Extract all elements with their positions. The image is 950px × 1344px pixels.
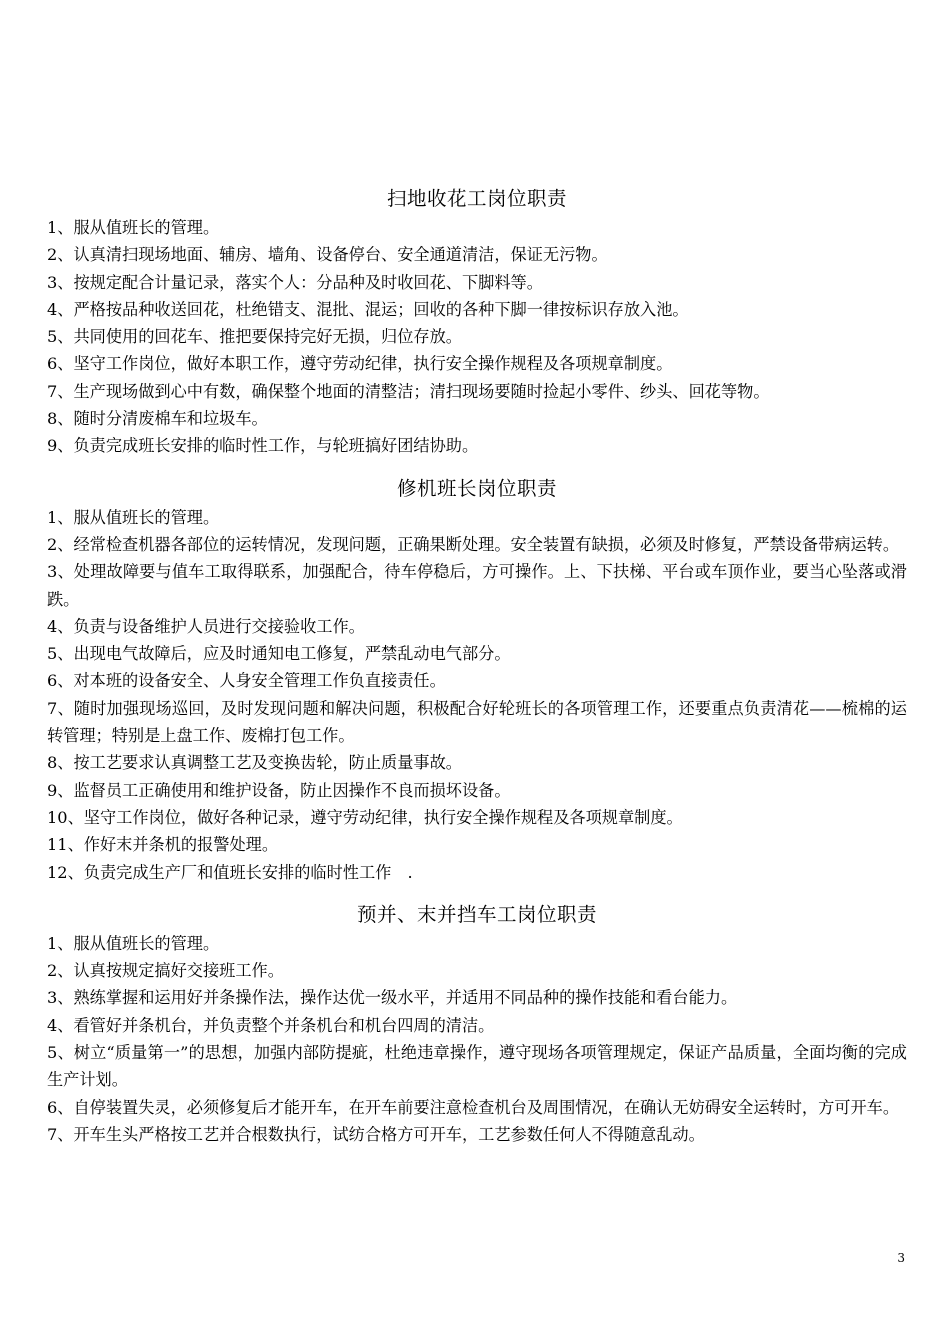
duty-item: 8、随时分清废棉车和垃圾车。: [47, 409, 268, 429]
duty-item: 4、严格按品种收送回花，杜绝错支、混批、混运；回收的各种下脚一律按标识存放入池。: [47, 299, 689, 319]
duty-item: 2、经常检查机器各部位的运转情况，发现问题，正确果断处理。安全装置有缺损，必须及时修复，严禁设备带病运转。: [47, 534, 900, 554]
section: [47, 184, 907, 460]
duty-item: 3、处理故障要与值车工取得联系，加强配合，待车停稳后，方可操作。上、下扶梯、平台或车顶作业，要当心坠落或滑跌。: [47, 562, 907, 609]
duty-list: [47, 214, 907, 460]
section-title: 预并、末并挡车工岗位职责: [356, 902, 597, 926]
duty-item: 7、随时加强现场巡回，及时发现问题和解决问题，积极配合好轮班长的各项管理工作，还要重点负责清花——梳棉的运转管理；特别是上盘工作、废棉打包工作。: [47, 698, 907, 746]
section-title: 修机班长岗位职责: [396, 476, 557, 500]
duty-item: 1、服从值班长的管理。: [47, 218, 220, 237]
duty-list: [47, 504, 907, 886]
section: [47, 900, 907, 1148]
duty-item: 4、负责与设备维护人员进行交接验收工作。: [47, 616, 365, 636]
duty-item: 5、出现电气故障后，应及时通知电工修复，严禁乱动电气部分。: [47, 644, 511, 664]
duty-item: 9、监督员工正确使用和维护设备，防止因操作不良而损坏设备。: [47, 780, 511, 800]
duty-item: 5、树立“质量第一”的思想，加强内部防提疵，杜绝违章操作，遵守现场各项管理规定，保证产品质量，全面均衡的完成生产计划。: [47, 1043, 907, 1090]
duty-item: 6、对本班的设备安全、人身安全管理工作负直接责任。: [47, 671, 446, 691]
duty-item: 1、服从值班长的管理。: [47, 933, 220, 953]
duty-item: 9、负责完成班长安排的临时性工作，与轮班搞好团结协助。: [47, 436, 479, 456]
page-content: [47, 184, 907, 1148]
duty-item: 1、服从值班长的管理。: [47, 507, 220, 527]
section: [47, 474, 907, 886]
duty-item: 2、认真清扫现场地面、辅房、墙角、设备停台、安全通道清洁，保证无污物。: [47, 245, 608, 265]
duty-item: 8、按工艺要求认真调整工艺及变换齿轮，防止质量事故。: [47, 753, 462, 773]
duty-item: 3、按规定配合计量记录，落实个人：分品种及时收回花、下脚料等。: [47, 272, 543, 292]
duty-item: 10、坚守工作岗位，做好各种记录，遵守劳动纪律，执行安全操作规程及各项规章制度。: [47, 807, 683, 827]
duty-item: 12、负责完成生产厂和值班长安排的临时性工作 .: [47, 862, 413, 882]
duty-item: 6、自停装置失灵，必须修复后才能开车，在开车前要注意检查机台及周围情况，在确认无妨碍安全运转时，方可开车。: [47, 1097, 900, 1117]
duty-list: [47, 930, 907, 1148]
duty-item: 4、看管好并条机台，并负责整个并条机台和机台四周的清洁。: [47, 1015, 495, 1035]
duty-item: 2、认真按规定搞好交接班工作。: [47, 961, 284, 981]
section-title: 扫地收花工岗位职责: [386, 187, 567, 210]
duty-item: 11、作好末并条机的报警处理。: [47, 835, 279, 855]
page-number: 3: [897, 1251, 905, 1265]
duty-item: 7、开车生头严格按工艺并合根数执行，试纺合格方可开车，工艺参数任何人不得随意乱动。: [47, 1124, 705, 1144]
duty-item: 7、生产现场做到心中有数，确保整个地面的清整洁；清扫现场要随时捡起小零件、纱头、回花等物。: [47, 381, 770, 401]
duty-item: 3、熟练掌握和运用好并条操作法，操作达优一级水平，并适用不同品种的操作技能和看台能力。: [47, 988, 738, 1008]
duty-item: 6、坚守工作岗位，做好本职工作，遵守劳动纪律，执行安全操作规程及各项规章制度。: [47, 354, 673, 374]
duty-item: 5、共同使用的回花车、推把要保持完好无损，归位存放。: [47, 327, 462, 347]
